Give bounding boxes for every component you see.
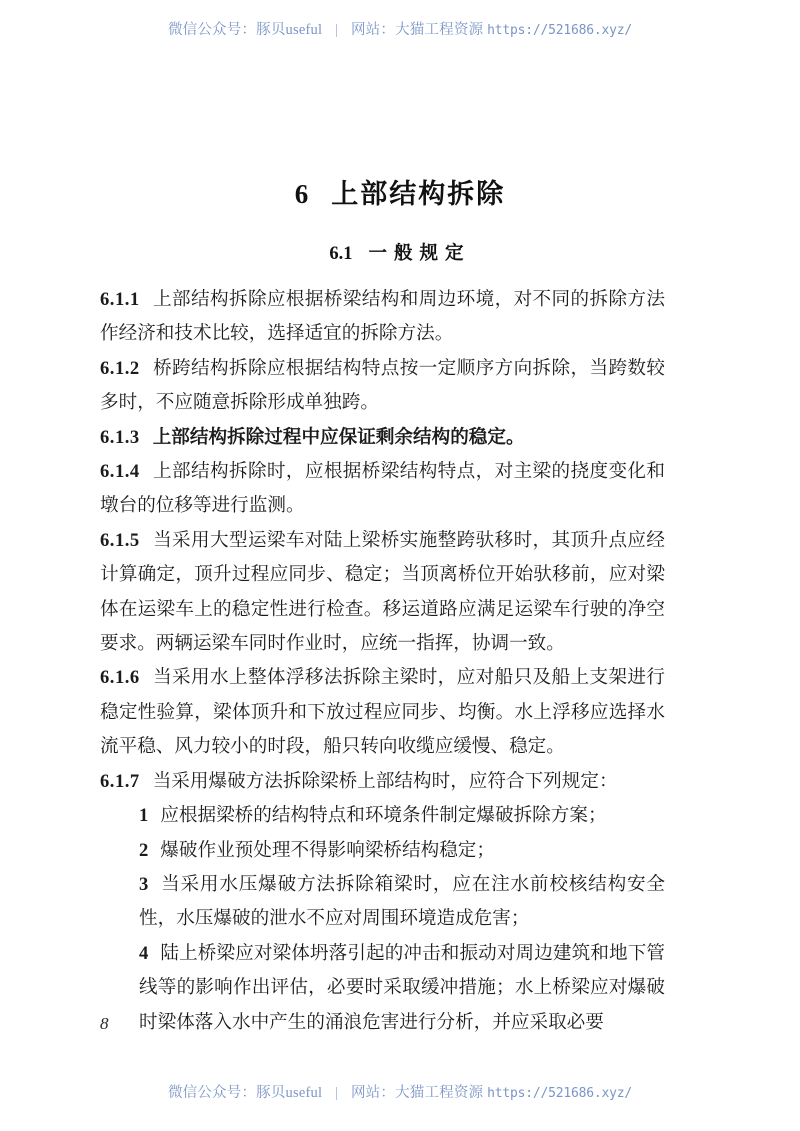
clause-number: 6.1.2 (100, 357, 140, 379)
clause-text: 桥跨结构拆除应根据结构特点按一定顺序方向拆除，当跨数较多时，不应随意拆除形成单独跨。 (100, 357, 665, 414)
list-item-text: 陆上桥梁应对梁体坍落引起的冲击和振动对周边建筑和地下管线等的影响作出评估，必要时采取缓冲措施；水上桥梁应对爆破时梁体落入水中产生的涌浪危害进行分析，并应采取必要 (139, 942, 665, 1033)
clause-number: 6.1.1 (100, 289, 140, 310)
watermark-separator: | (335, 22, 339, 38)
clause-number: 6.1.7 (100, 770, 140, 792)
watermark-separator: | (335, 1085, 339, 1101)
body-content (100, 283, 665, 1040)
list-item-text: 当采用水压爆破方法拆除箱梁时，应在注水前校核结构安全性，水压爆破的泄水不应对周围环境造成危害； (139, 873, 665, 930)
list-item-text: 应根据梁桥的结构特点和环境条件制定爆破拆除方案； (160, 805, 607, 827)
list-item (100, 937, 665, 1040)
clause-6-1-3 (100, 421, 665, 455)
clause-6-1-2 (100, 352, 665, 421)
clause-number: 6.1.4 (100, 461, 140, 483)
section-title-text: 一般规定 (368, 244, 471, 264)
clause-number: 6.1.5 (100, 529, 140, 551)
list-item-number: 1 (139, 805, 149, 827)
clause-text: 当采用爆破方法拆除梁桥上部结构时，应符合下列规定： (152, 770, 618, 792)
watermark-site-label: 网站：大猫工程资源 (350, 1085, 484, 1101)
watermark-wechat-label: 微信公众号：豚贝useful (167, 22, 323, 38)
clause-6-1-6 (100, 661, 665, 764)
list-item-number: 3 (139, 873, 149, 895)
clause-6-1-1 (100, 283, 665, 352)
clause-number: 6.1.6 (100, 667, 140, 689)
watermark-wechat-label: 微信公众号：豚贝useful (167, 1085, 323, 1101)
section-number: 6.1 (329, 244, 353, 264)
chapter-number: 6 (294, 179, 310, 209)
section-heading (0, 239, 800, 265)
clause-6-1-7 (100, 765, 665, 799)
clause-text: 当采用大型运梁车对陆上梁桥实施整跨驮移时，其顶升点应经计算确定，顶升过程应同步、稳定；当顶离桥位开始驮移前，应对梁体在运梁车上的稳定性进行检查。移运道路应满足运梁车行驶的净空要求。两辆运梁车同时作业时，应统一指挥，协调一致。 (100, 529, 665, 655)
list-item (100, 868, 665, 937)
watermark-site-label: 网站：大猫工程资源 (350, 22, 484, 38)
chapter-heading (0, 172, 800, 211)
watermark-url: https://521686.xyz/ (487, 1086, 633, 1101)
clause-text: 当采用水上整体浮移法拆除主梁时，应对船只及船上支架进行稳定性验算，梁体顶升和下放过程应同步、均衡。水上浮移应选择水流平稳、风力较小的时段，船只转向收缆应缓慢、稳定。 (100, 667, 665, 758)
list-item-text: 爆破作业预处理不得影响梁桥结构稳定； (160, 839, 495, 861)
clause-text: 上部结构拆除应根据桥梁结构和周边环境，对不同的拆除方法作经济和技术比较，选择适宜的拆除方法。 (100, 289, 665, 345)
list-item (100, 834, 665, 868)
list-item-number: 2 (139, 839, 149, 861)
clause-number: 6.1.3 (100, 426, 140, 448)
clause-text: 上部结构拆除时，应根据桥梁结构特点，对主梁的挠度变化和墩台的位移等进行监测。 (100, 461, 665, 517)
clause-text: 上部结构拆除过程中应保证剩余结构的稳定。 (152, 426, 525, 448)
list-item (100, 799, 665, 833)
watermark-footer (0, 1081, 800, 1102)
clause-6-1-4 (100, 455, 665, 524)
watermark-url: https://521686.xyz/ (487, 23, 633, 38)
list-item-number: 4 (139, 942, 149, 964)
page-number: 8 (100, 1014, 109, 1033)
chapter-title-text: 上部结构拆除 (331, 179, 506, 209)
clause-6-1-5 (100, 524, 665, 662)
